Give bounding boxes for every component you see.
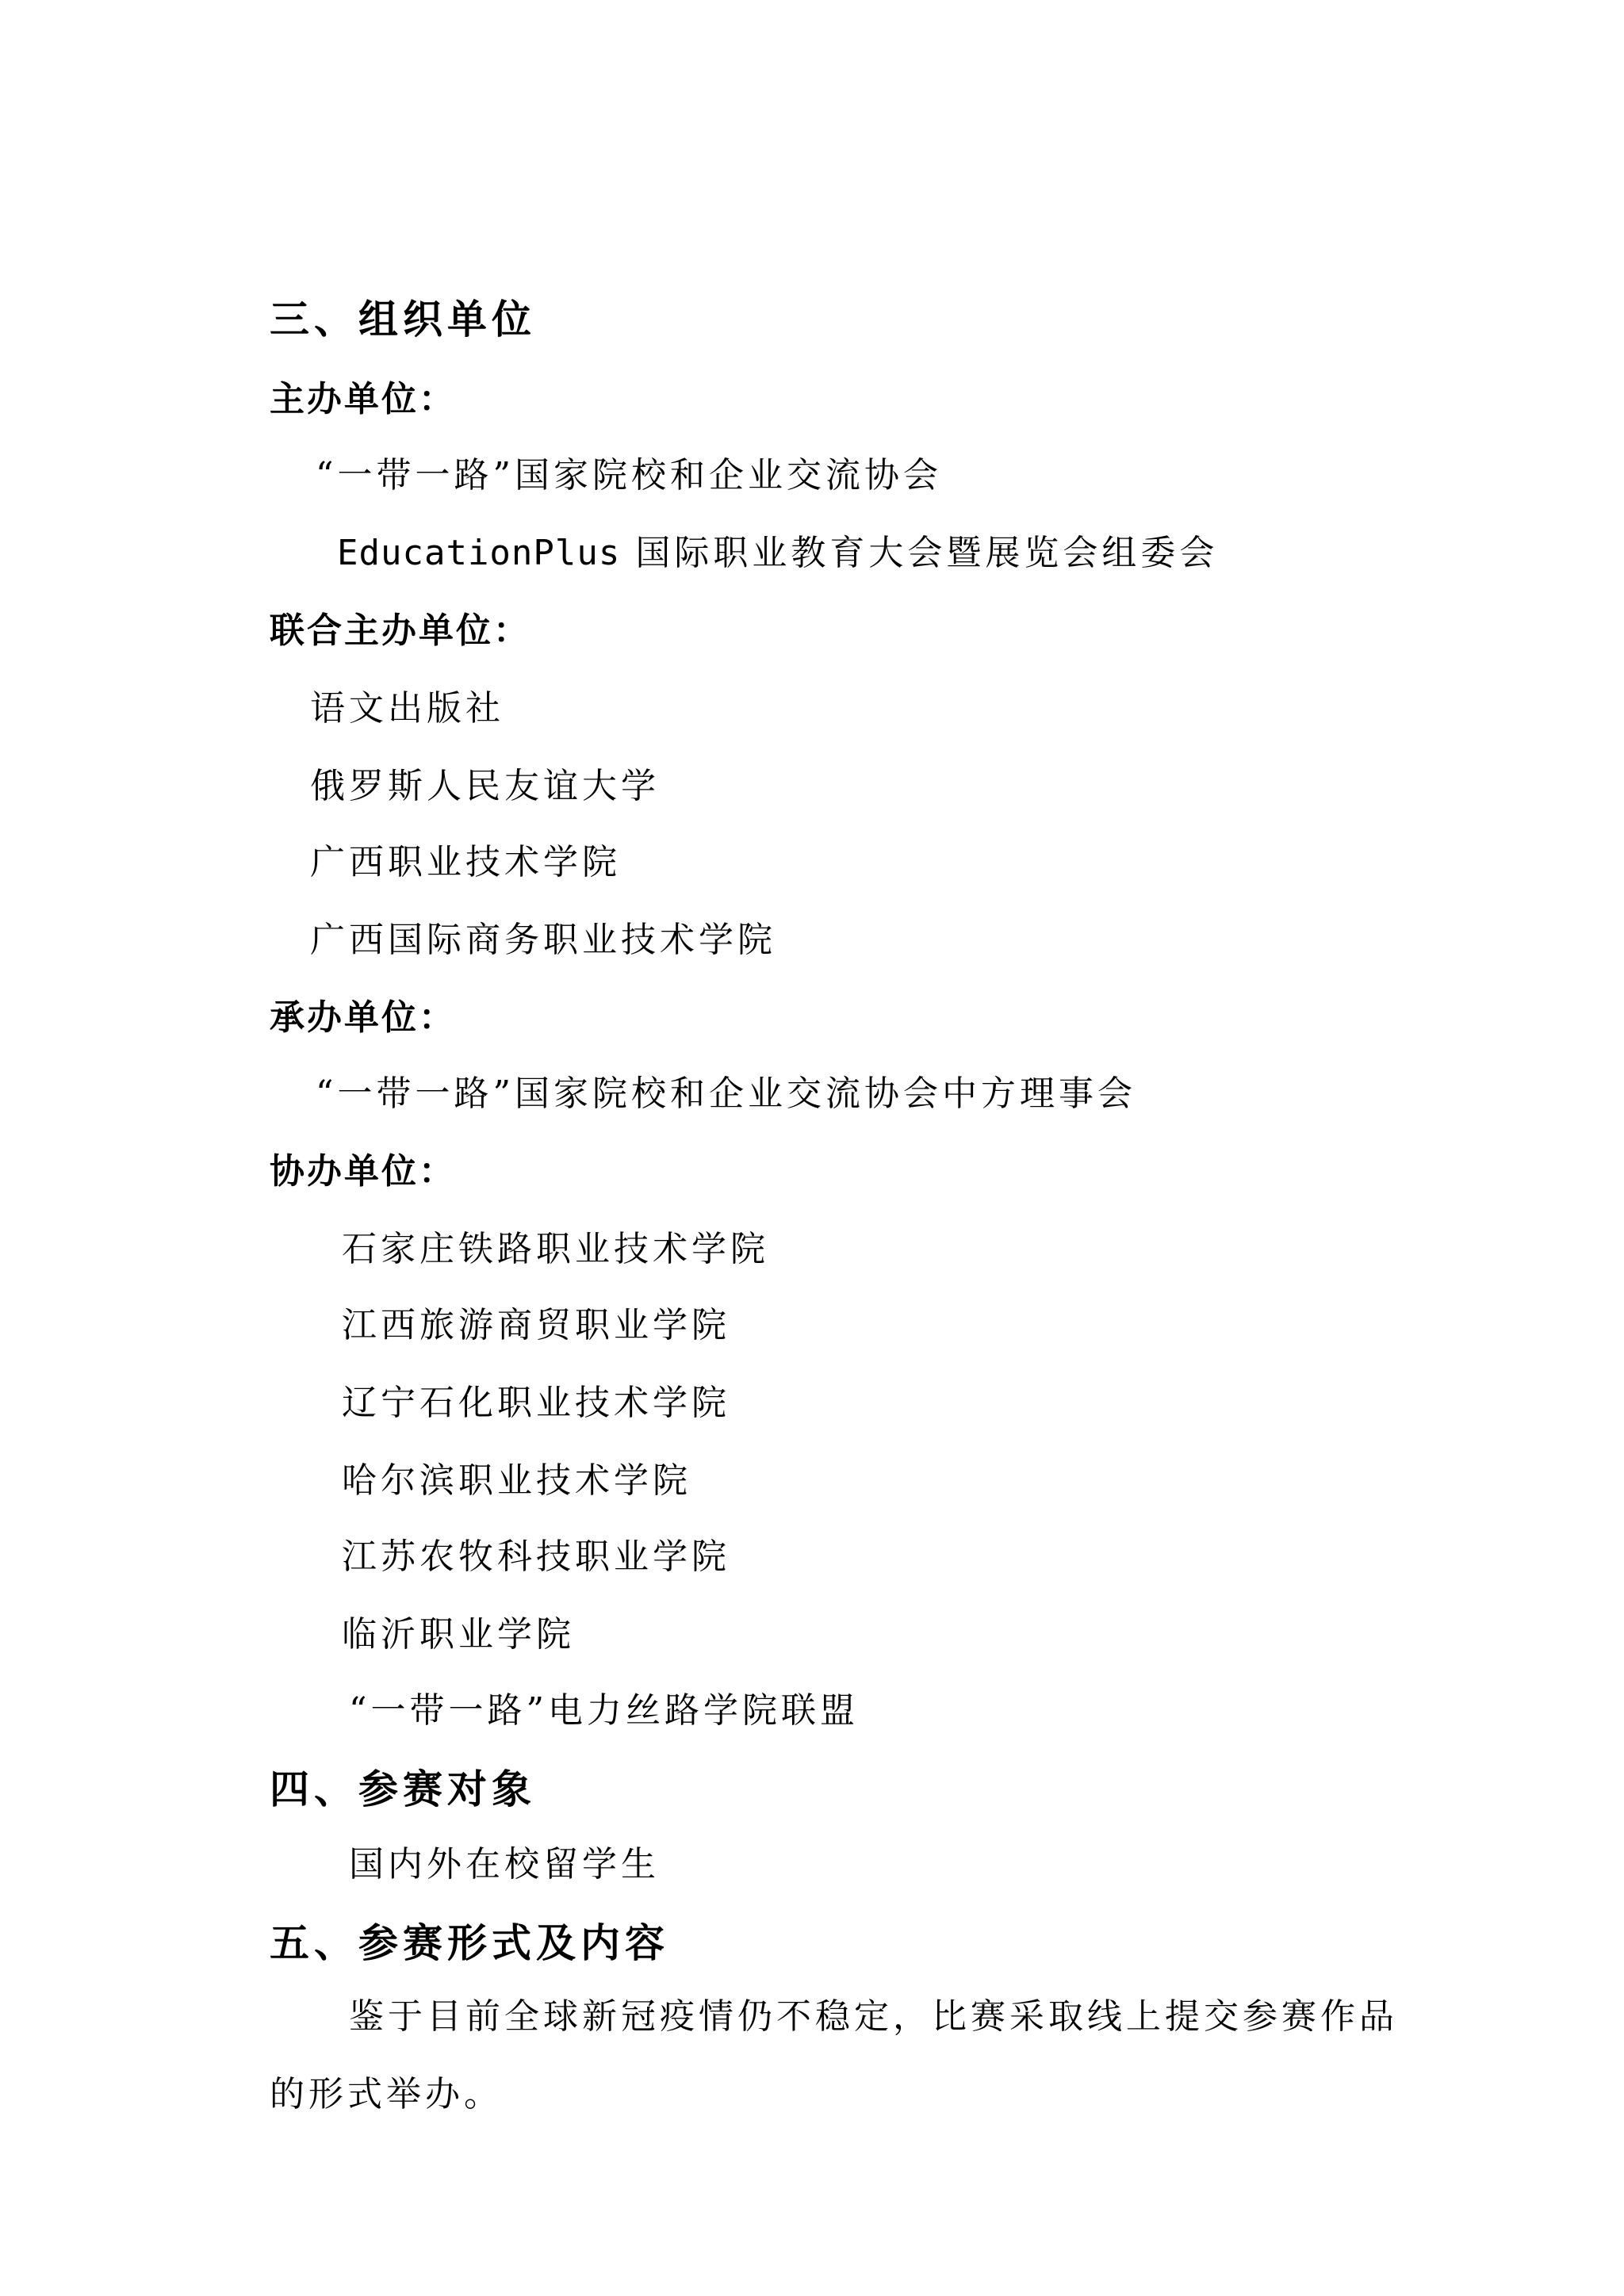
host-label: 主办单位：: [270, 379, 456, 419]
section-3-heading: 三、组织单位: [270, 296, 536, 342]
section-4-heading: 四、参赛对象: [270, 1766, 536, 1812]
coorganizer-item: 辽宁石化职业技术学院: [342, 1383, 730, 1423]
host-item-latin-part: EducationPlus: [337, 533, 621, 573]
coorganizer-label: 协办单位：: [270, 1151, 456, 1192]
coorganizer-item: 临沂职业学院: [342, 1614, 575, 1655]
organizer-item: “一带一路”国家院校和企业交流协会中方理事会: [316, 1073, 1136, 1114]
cohost-item: 广西国际商务职业技术学院: [310, 920, 776, 960]
cohost-item: 俄罗斯人民友谊大学: [310, 766, 660, 806]
coorganizer-item: 石家庄铁路职业技术学院: [342, 1229, 769, 1269]
coorganizer-item: 江苏农牧科技职业学院: [342, 1536, 730, 1577]
coorganizer-item: 哈尔滨职业技术学院: [342, 1460, 691, 1501]
section-5-heading: 五、参赛形式及内容: [270, 1919, 669, 1966]
organizer-label: 承办单位：: [270, 997, 456, 1038]
coorganizer-item: 江西旅游商贸职业学院: [342, 1305, 730, 1345]
host-item-education-plus: [337, 533, 1219, 573]
cohost-item: 语文出版社: [310, 688, 504, 729]
cohost-label: 联合主办单位：: [270, 610, 530, 651]
section-4-text: 国内外在校留学生: [349, 1844, 660, 1885]
section-5-paragraph-line2: 的形式举办。: [270, 2074, 503, 2114]
coorganizer-item: “一带一路”电力丝路学院联盟: [349, 1690, 859, 1731]
cohost-item: 广西职业技术学院: [310, 842, 621, 882]
host-item: “一带一路”国家院校和企业交流协会: [316, 455, 942, 496]
host-item-cjk-part: 国际职业教育大会暨展览会组委会: [620, 533, 1219, 573]
section-5-paragraph-line1: 鉴于目前全球新冠疫情仍不稳定，比赛采取线上提交参赛作品: [349, 1996, 1398, 2037]
